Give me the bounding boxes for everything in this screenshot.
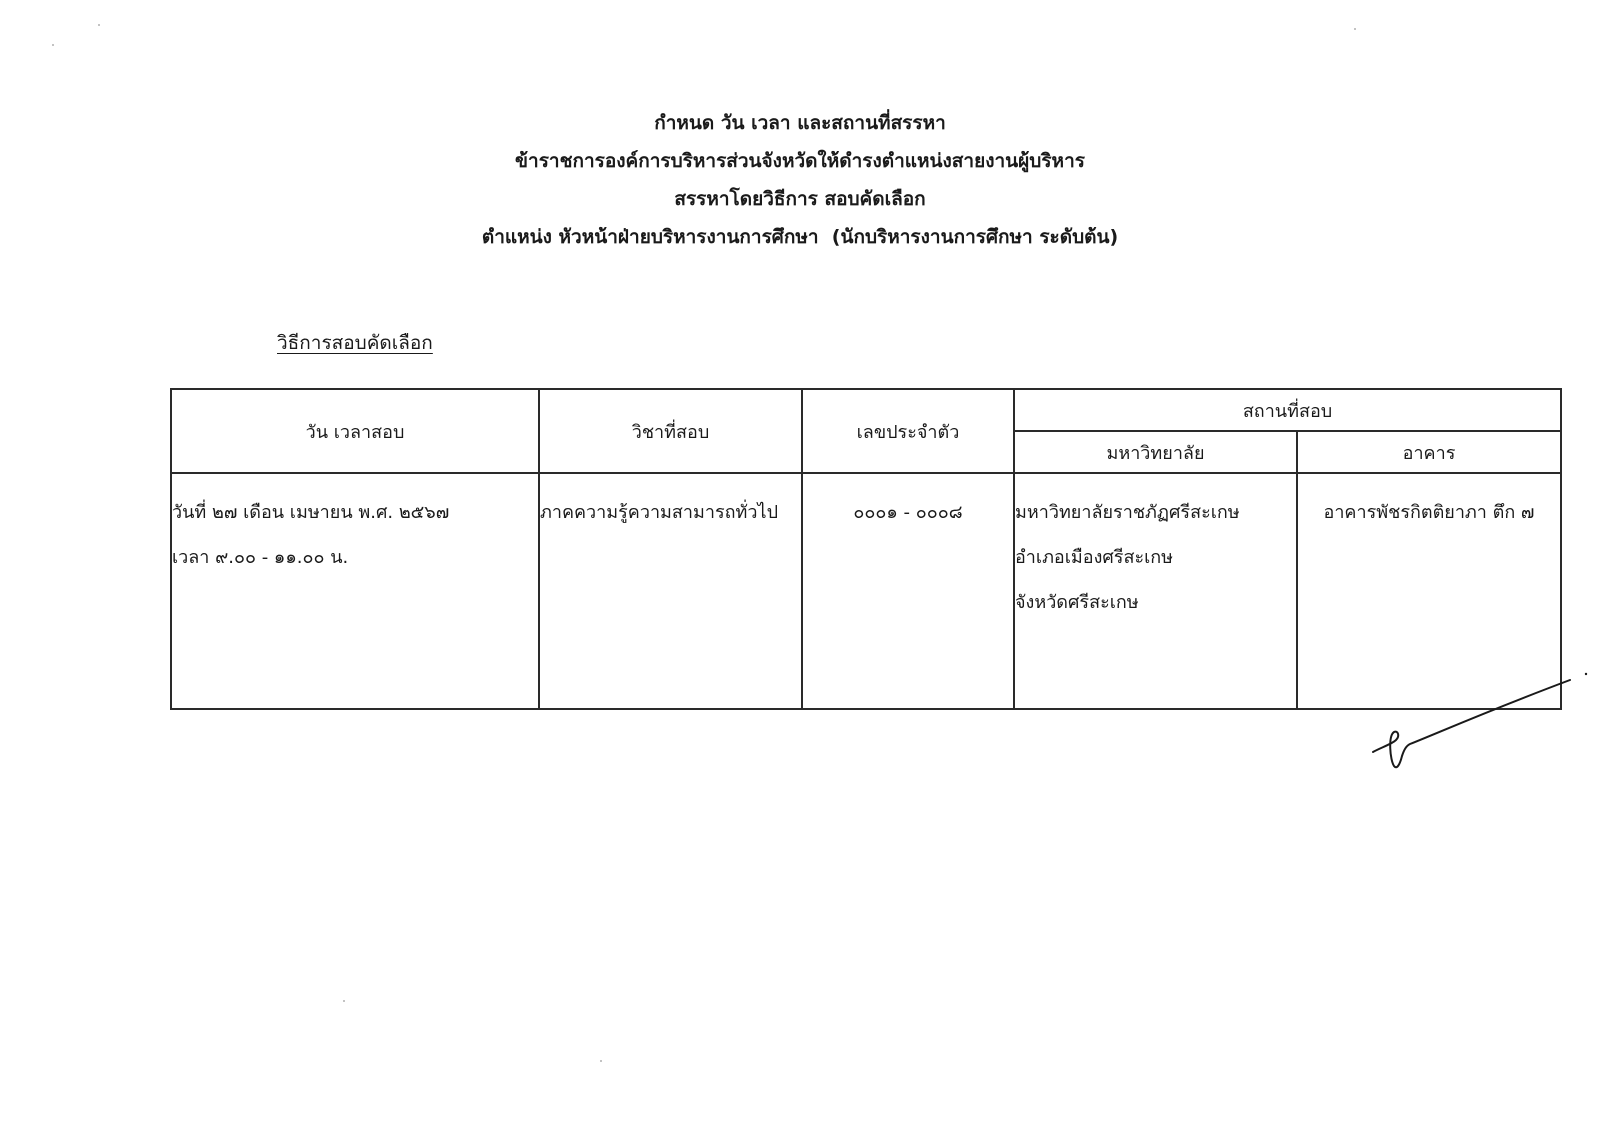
header-id-number: เลขประจำตัว [802,389,1014,473]
section-heading: วิธีการสอบคัดเลือก [277,332,433,354]
header-university: มหาวิทยาลัย [1014,431,1297,473]
university-province: จังหวัดศรีสะเกษ [1015,592,1139,613]
time-line: เวลา ๙.๐๐ - ๑๑.๐๐ น. [172,547,349,568]
scan-speck [1354,28,1356,30]
header-venue: สถานที่สอบ [1014,389,1561,431]
cell-university [1014,473,1297,709]
scan-speck [343,1000,345,1002]
subject-line: ภาคความรู้ความสามารถทั่วไป [540,502,779,523]
building-line: อาคารพัชรกิตติยาภา ตึก ๗ [1323,502,1535,523]
document-header [0,104,1600,256]
university-district: อำเภอเมืองศรีสะเกษ [1015,547,1174,568]
id-number-line: ๐๐๐๑ - ๐๐๐๘ [853,502,963,523]
header-line-1: กำหนด วัน เวลา และสถานที่สรรหา [654,112,946,134]
header-line-4: ตำแหน่ง หัวหน้าฝ่ายบริหารงานการศึกษา (นักบริหารงานการศึกษา ระดับต้น) [481,226,1119,248]
scan-speck [98,24,100,26]
cell-subject [539,473,802,709]
university-name: มหาวิทยาลัยราชภัฏศรีสะเกษ [1015,502,1240,523]
table-row [171,473,1561,709]
exam-schedule-table [170,388,1562,710]
header-date-time: วัน เวลาสอบ [171,389,539,473]
cell-id-number [802,473,1014,709]
header-subject: วิชาที่สอบ [539,389,802,473]
table-header-row [171,389,1561,431]
date-line: วันที่ ๒๗ เดือน เมษายน พ.ศ. ๒๕๖๗ [172,502,450,523]
cell-date-time [171,473,539,709]
scan-speck [52,44,54,46]
header-line-3: สรรหาโดยวิธีการ สอบคัดเลือก [674,188,926,210]
scan-speck [600,1060,602,1062]
header-building: อาคาร [1297,431,1561,473]
handwritten-signature [1370,670,1600,790]
header-line-2: ข้าราชการองค์การบริหารส่วนจังหวัดให้ดำรงตำแหน่งสายงานผู้บริหาร [515,150,1085,172]
